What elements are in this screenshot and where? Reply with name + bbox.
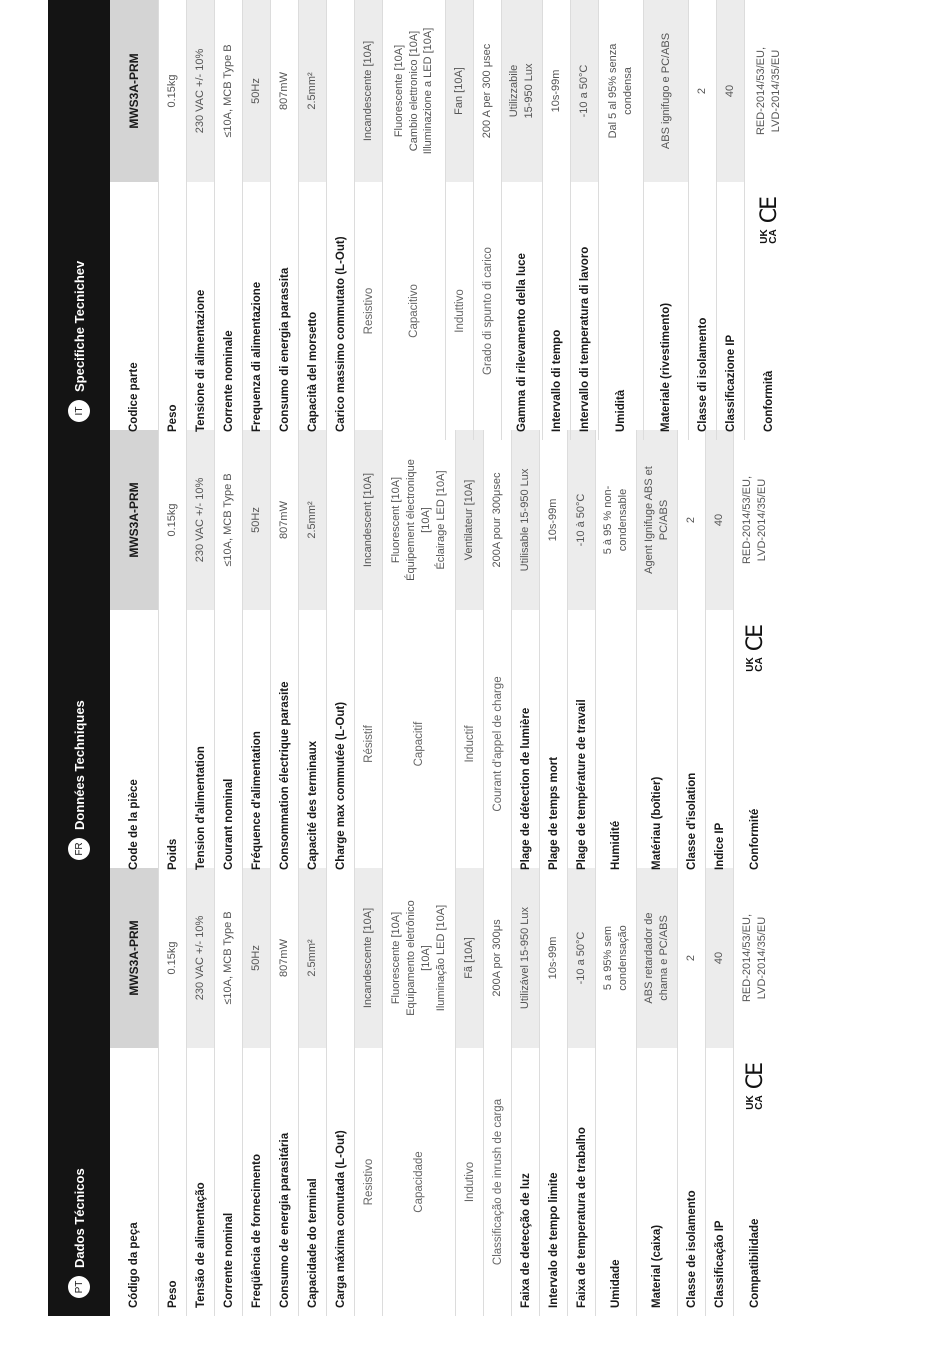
spec-sublabel: Capacitif [413,721,425,767]
spec-row [270,430,298,878]
spec-value: ≤10A, MCB Type B [222,473,235,567]
spec-label: Peso [166,1280,179,1308]
ce-mark-icon: CE [756,198,782,224]
spec-sublabel: Inductif [463,725,476,763]
fr-title: Données Techniques [71,700,87,830]
spec-row [298,430,326,878]
spec-row [473,0,501,440]
spec-row [595,868,636,1316]
spec-value: 2.5mm² [299,430,326,610]
spec-row [158,0,186,440]
spec-value: 230 VAC +/- 10% [187,430,214,610]
spec-row [636,868,677,1316]
spec-row [445,0,473,440]
spec-row [677,868,705,1316]
spec-label: Intervalo de tempo limite [547,1172,560,1308]
spec-label: Classificazione IP [724,334,737,432]
spec-row [733,430,776,878]
spec-sublabel: Resistivo [362,1158,375,1206]
spec-value: 807mW [278,72,291,110]
spec-label: Matériau (boîtier) [651,776,663,870]
ukca-mark-icon: UK CA [744,1095,765,1110]
fr-panel [48,430,768,878]
spec-value: Dal 5 al 95% senza condensa [607,43,634,139]
spec-row [483,430,511,878]
spec-label: Code de la pièce [128,779,140,870]
spec-row [595,430,636,878]
spec-row [542,0,570,440]
spec-row [511,430,539,878]
spec-row [242,0,270,440]
model-value: MWS3A-PRM [110,868,158,1048]
spec-row [110,868,158,1316]
spec-value: 40 [717,0,744,182]
model-value: MWS3A-PRM [110,0,158,182]
spec-row [354,0,382,440]
spec-row [326,430,354,878]
spec-row [677,430,705,878]
spec-row [539,430,567,878]
spec-value: Fluorescent [10A] Équipement électronique [10A] Éclairage LED [10A] [390,459,447,581]
spec-label: Frequenza di alimentazione [250,281,263,432]
spec-value: 50Hz [243,868,270,1048]
spec-label: Humidité [610,820,622,870]
spec-sublabel: Induttivo [453,289,466,333]
spec-value: 230 VAC +/- 10% [187,868,214,1048]
spec-row [382,0,445,440]
spec-row [570,0,598,440]
spec-value: 10s-99m [550,69,563,113]
spec-value: Fluorescente [10A] Cambio elettronico [10A] Illuminazione a LED [10A] [392,27,435,155]
spec-label: Tensão de alimentação [194,1182,207,1308]
spec-label: Courant nominal [222,778,235,870]
spec-value: RED-2014/53/EU, LVD-2014/35/EU [741,475,768,565]
spec-label: Freqüência de fornecimento [250,1153,263,1308]
spec-row [733,868,776,1316]
spec-sublabel: Resistivo [362,287,375,335]
spec-value: ABS retardador de chama e PC/ABS [637,868,677,1048]
spec-label: Intervallo di temperatura di lavoro [578,246,591,432]
spec-value: Agent Ignifuge ABS et PC/ABS [637,430,677,610]
spec-label: Codice parte [128,362,140,432]
spec-label: Indice IP [713,822,726,870]
ce-mark-icon: CE [742,626,768,652]
spec-value: -10 à 50°C [568,430,595,610]
spec-value: RED-2014/53/EU, LVD-2014/35/EU [741,913,768,1003]
spec-row [242,868,270,1316]
spec-row [688,0,716,440]
spec-value: ≤10A, MCB Type B [222,44,235,138]
spec-label: Classificação IP [713,1220,726,1308]
spec-label: Corrente nominale [222,330,235,432]
spec-label: Consumo di energia parassita [278,267,291,432]
spec-row [382,868,455,1316]
spec-row [186,0,214,440]
spec-label: Capacité des terminaux [306,740,319,870]
spec-row [598,0,643,440]
spec-value: 2.5mm² [299,868,326,1048]
spec-label: Carga máxima comutada (L-Out) [334,1130,347,1308]
spec-row [186,868,214,1316]
spec-value: 40 [706,430,733,610]
spec-label: Plage de temps mort [547,756,560,870]
spec-row [214,430,242,878]
spec-label: Código da peça [128,1222,140,1308]
spec-label: Plage de température de travail [575,699,588,870]
spec-row [110,0,158,440]
spec-label: Capacidade do terminal [306,1178,319,1308]
spec-sublabel: Capacidade [413,1151,425,1213]
spec-value: Fan [10A] [446,0,473,182]
spec-value: Incandescente [10A] [355,868,382,1048]
pt-title: Dados Técnicos [71,1168,87,1268]
spec-sublabel: Grado di spunto di carico [481,247,494,375]
spec-row [326,0,354,440]
spec-value: 2 [685,516,698,524]
spec-label: Material (caixa) [651,1224,663,1308]
spec-value: RED-2014/53/EU, LVD-2014/35/EU [755,46,782,136]
spec-value: 50Hz [243,430,270,610]
it-title: Specifiche Tecnichev [71,260,87,392]
spec-sublabel: Capacitivo [408,284,420,338]
spec-row [455,868,483,1316]
spec-row [455,430,483,878]
spec-value: Fã [10A] [456,868,483,1048]
spec-label: Faixa de detecção de luz [519,1173,532,1308]
spec-label: Poids [166,838,179,870]
spec-label: Charge max commutée (L-Out) [334,701,347,870]
spec-sublabel: Courant d'appel de charge [491,676,504,812]
spec-value: 200 A per 300 μsec [481,43,494,139]
spec-value: 5 à 95 % non- condensable [602,485,629,555]
spec-label: Compatibilidade UK CA CE [742,1064,768,1308]
ukca-mark-icon: UK CA [758,229,779,244]
spec-label: Faixa de temperatura de trabalho [575,1127,588,1308]
spec-row [511,868,539,1316]
spec-label: Tensione di alimentazione [194,289,207,432]
it-language-badge: IT [68,400,90,422]
fr-language-badge: FR [68,838,90,860]
spec-row [643,0,688,440]
spec-label: Umidità [615,389,627,432]
pt-language-badge: PT [68,1276,90,1298]
spec-row [636,430,677,878]
spec-value: Incandescente [10A] [355,0,382,182]
spec-row [744,0,793,440]
certification-marks [757,198,782,244]
spec-row [354,430,382,878]
spec-label: Conformità UK CA CE [756,198,782,432]
spec-value: -10 a 50°C [568,868,595,1048]
it-panel [48,0,782,440]
spec-value: 2 [685,954,698,962]
spec-sublabel: Résistif [362,725,375,763]
spec-value: 2.5mm² [299,0,326,182]
spec-label: Plage de détection de lumière [519,707,532,870]
spec-row [705,868,733,1316]
spec-label: Tension d'alimentation [194,746,207,870]
spec-row [326,868,354,1316]
spec-value: 230 VAC +/- 10% [187,0,214,182]
spec-value: 50Hz [243,0,270,182]
spec-row [298,868,326,1316]
spec-value: 0.15kg [166,74,179,108]
spec-label: Conformité UK CA CE [742,626,768,870]
spec-row [242,430,270,878]
certification-marks [743,626,768,672]
fr-header [48,430,110,878]
spec-value: 807mW [278,501,291,539]
spec-label: Fréquence d'alimentation [250,731,263,870]
spec-label: Classe de isolamento [685,1190,698,1308]
spec-label: Consumo de energia parasitária [278,1132,291,1308]
spec-label: Carico massimo commutato (L-Out) [334,236,347,432]
spec-label: Corrente nominal [222,1212,235,1308]
spec-value: 200A pour 300μsec [491,472,504,568]
spec-row [716,0,744,440]
spec-value: Incandescent [10A] [355,430,382,610]
spec-value: 10s-99m [547,498,560,542]
spec-row [501,0,542,440]
pt-header [48,868,110,1316]
spec-row [270,868,298,1316]
spec-value: 10s-99m [547,936,560,980]
spec-value: Fluorescente [10A] Equipamento eletrônico [10A] Iluminação LED [10A] [390,900,447,1016]
spec-value: 200A por 300μs [491,919,504,997]
spec-row [214,0,242,440]
spec-value: 807mW [278,939,291,977]
spec-label: Umidade [610,1259,622,1308]
spec-row [110,430,158,878]
spec-value: 0.15kg [166,941,179,975]
spec-label: Intervallo di tempo [550,329,563,432]
spec-value: 40 [706,868,733,1048]
spec-sublabel: Indutivo [463,1161,476,1203]
spec-value: Utilizzabile 15-950 Lux [502,0,542,182]
ce-mark-icon: CE [742,1064,768,1090]
spec-value: 0.15kg [166,503,179,537]
spec-label: Materiale (rivestimento) [660,302,672,432]
certification-marks [743,1064,768,1110]
spec-row [567,868,595,1316]
spec-row [298,0,326,440]
spec-row [483,868,511,1316]
pt-panel [48,868,768,1316]
spec-label: Capacità del morsetto [306,311,319,432]
ukca-mark-icon: UK CA [744,657,765,672]
spec-row [567,430,595,878]
spec-label: Classe d'isolation [685,772,698,870]
spec-row [539,868,567,1316]
spec-value: ≤10A, MCB Type B [222,911,235,1005]
spec-row [270,0,298,440]
spec-label: Consommation électrique parasite [278,681,291,870]
spec-row [214,868,242,1316]
it-header [48,0,110,440]
spec-value: Ventilateur [10A] [456,430,483,610]
spec-value: Utilisable 15-950 Lux [512,430,539,610]
spec-label: Gamma di rilevamento della luce [516,253,528,432]
spec-row [354,868,382,1316]
spec-row [158,868,186,1316]
spec-row [382,430,455,878]
spec-label: Peso [166,404,179,432]
spec-value: ABS ignifugo e PC/ABS [644,0,688,182]
spec-label: Classe di isolamento [696,317,709,432]
spec-value: 5 a 95% sem condensação [602,925,629,991]
spec-value: -10 a 50°C [571,0,598,182]
spec-sublabel: Classificação de inrush de carga [491,1098,504,1266]
model-value: MWS3A-PRM [110,430,158,610]
spec-row [705,430,733,878]
spec-row [158,430,186,878]
spec-value: 2 [696,87,709,95]
spec-row [186,430,214,878]
spec-value: Utilizável 15-950 Lux [512,868,539,1048]
